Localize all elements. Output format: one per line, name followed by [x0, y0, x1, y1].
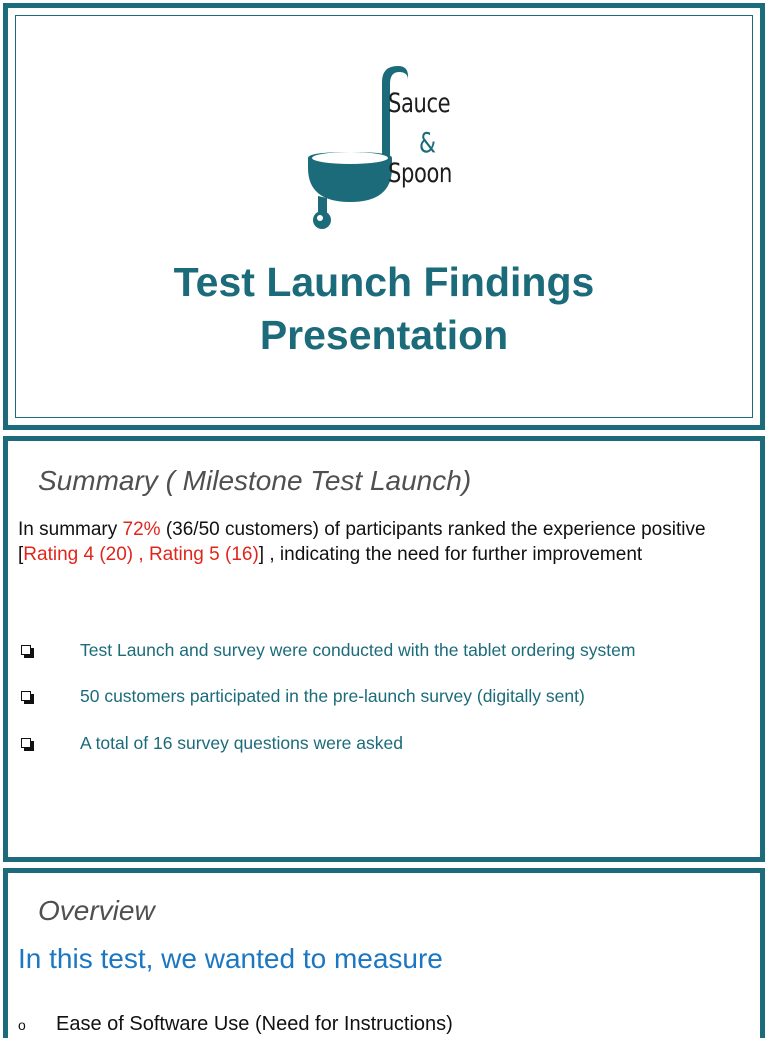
list-item — [18, 640, 738, 664]
summary-percent: 72% — [122, 519, 161, 540]
summary-text-part3: ] , indicating the need for further improvement — [258, 544, 643, 565]
overview-subheading: In this test, we wanted to measure — [18, 943, 443, 974]
logo-ampersand: & — [419, 126, 436, 159]
checkbox-bullet-icon — [21, 738, 31, 748]
summary-heading: Summary ( Milestone Test Launch) — [38, 465, 472, 496]
title-slide — [3, 3, 765, 430]
logo-word-sauce: Sauce — [388, 88, 451, 119]
checkbox-bullet-icon — [21, 645, 31, 655]
title-line-2: Presentation — [259, 312, 509, 358]
summary-ratings: Rating 4 (20) , Rating 5 (16) — [23, 544, 259, 565]
summary-text-part1: In summary — [18, 519, 123, 540]
list-item — [18, 686, 738, 710]
summary-slide — [3, 436, 765, 862]
list-item — [18, 1013, 453, 1036]
logo-word-spoon: Spoon — [388, 158, 452, 189]
checkbox-bullet-icon — [21, 691, 31, 701]
list-item-text: A total of 16 survey questions were asked — [80, 733, 403, 753]
title-line-1: Test Launch Findings — [173, 259, 595, 305]
circle-bullet-icon: o — [18, 1017, 26, 1033]
list-item-text: Test Launch and survey were conducted with the tablet ordering system — [80, 640, 636, 660]
overview-slide — [3, 868, 765, 1038]
list-item — [18, 733, 738, 757]
summary-text-part2: (36/50 customers) of participants ranked the experience positive [ — [18, 519, 706, 565]
overview-heading: Overview — [38, 895, 155, 926]
list-item-text: Ease of Software Use (Need for Instructions) — [56, 1013, 453, 1035]
page-title — [8, 256, 760, 362]
list-item-text: 50 customers participated in the pre-launch survey (digitally sent) — [80, 686, 585, 706]
ladle-icon — [300, 60, 480, 235]
summary-paragraph — [18, 517, 732, 567]
